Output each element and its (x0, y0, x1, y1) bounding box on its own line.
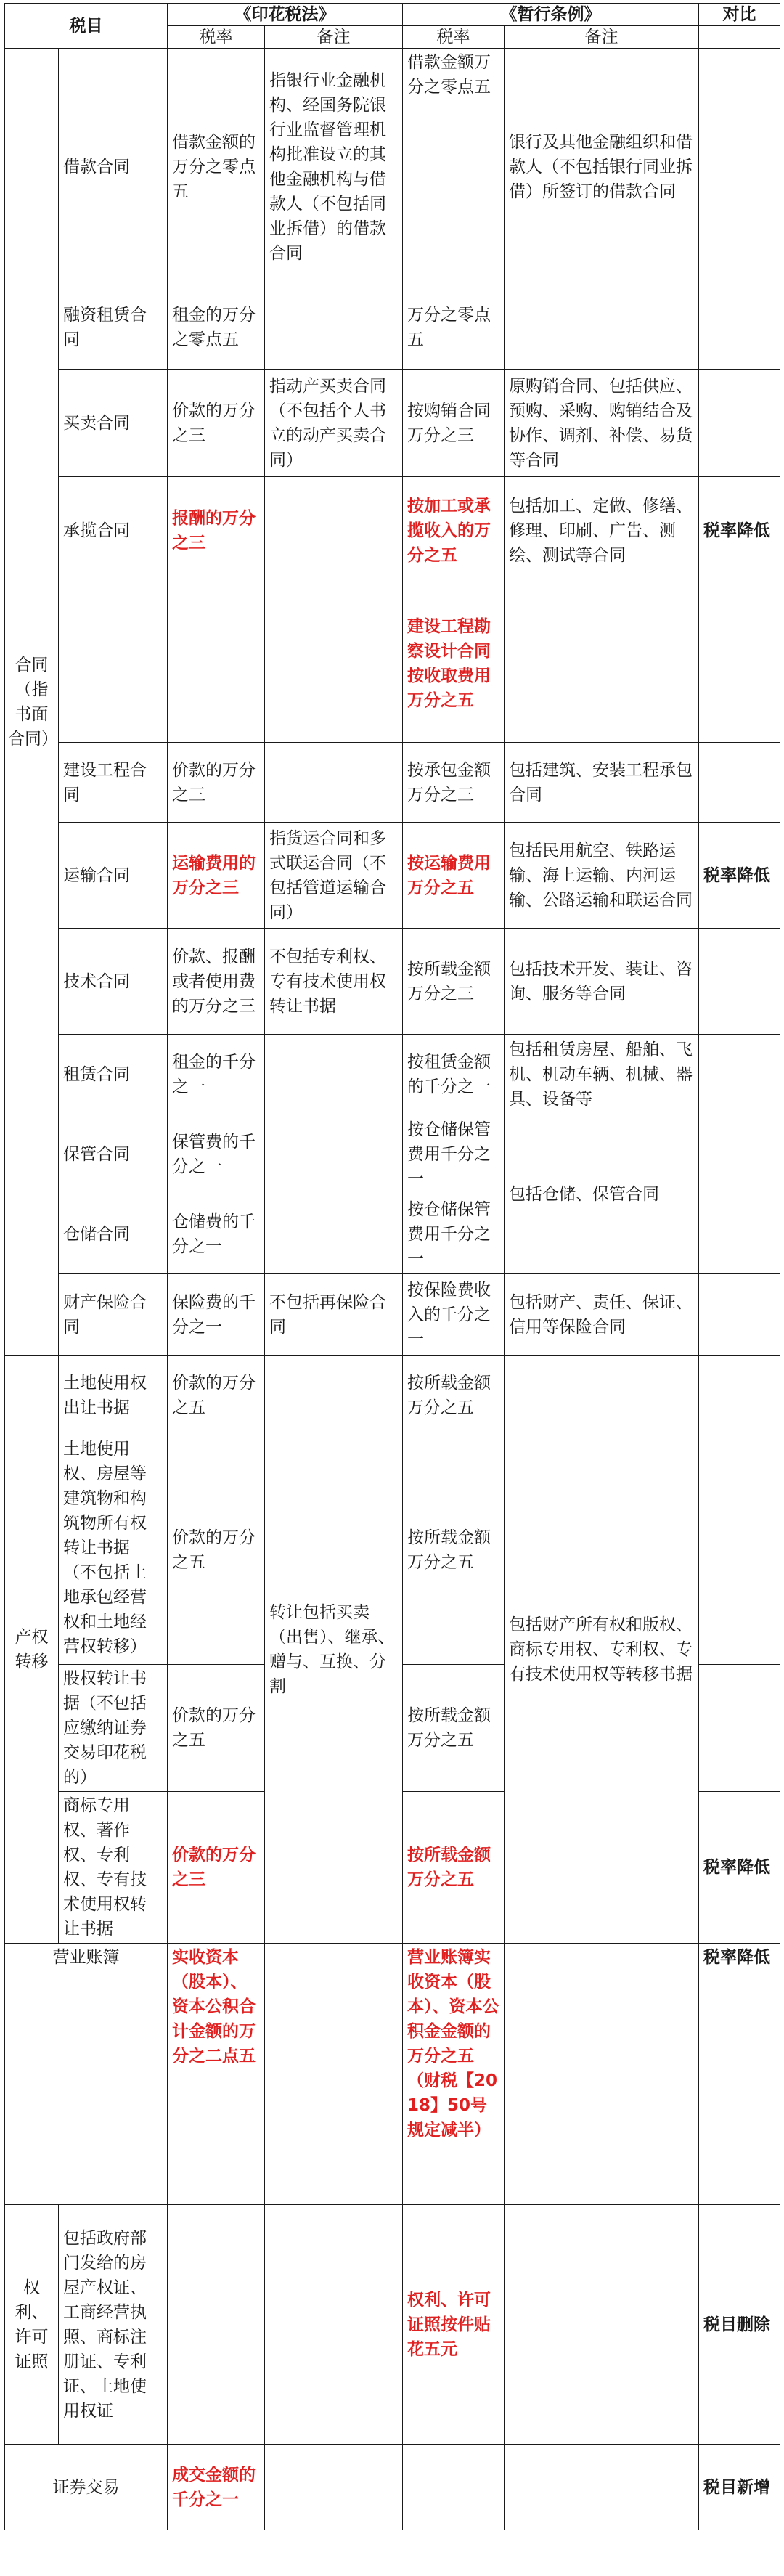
reg-note: 包括技术开发、装让、咨询、服务等合同 (505, 929, 699, 1035)
compare (699, 1194, 780, 1274)
compare (699, 1035, 780, 1114)
reg-rate: 权利、许可证照按件贴花五元 (403, 2205, 505, 2445)
reg-note: 原购销合同、包括供应、预购、采购、购销结合及协作、调剂、补偿、易货等合同 (505, 370, 699, 477)
compare (699, 1274, 780, 1356)
table-row (5, 1035, 780, 1114)
category-contract: 合同（指书面合同） (5, 49, 59, 1356)
category-securities: 证券交易 (5, 2445, 168, 2530)
table-row (5, 477, 780, 584)
law-note (265, 2205, 403, 2445)
compare (699, 49, 780, 285)
row-name: 建设工程合同 (59, 743, 168, 823)
law-rate: 借款金额的万分之零点五 (168, 49, 265, 285)
row-name: 包括政府部门发给的房屋产权证、工商经营执照、商标注册证、专利证、土地使用权证 (59, 2205, 168, 2445)
law-rate: 价款的万分之五 (168, 1435, 265, 1665)
reg-rate: 按加工或承揽收入的万分之五 (403, 477, 505, 584)
row-name: 运输合同 (59, 823, 168, 929)
law-note (265, 477, 403, 584)
row-name: 土地使用权、房屋等建筑物和构筑物所有权转让书据（不包括土地承包经营权和土地经营权转移） (59, 1435, 168, 1665)
row-name: 借款合同 (59, 49, 168, 285)
row-name: 保管合同 (59, 1114, 168, 1194)
category-property: 产权转移 (5, 1356, 59, 1944)
table-row (5, 2445, 780, 2530)
law-note (265, 584, 403, 743)
table-row (5, 285, 780, 370)
reg-rate (403, 2445, 505, 2530)
law-rate: 价款的万分之三 (168, 743, 265, 823)
compare (699, 370, 780, 477)
reg-rate: 按保险费收入的千分之一 (403, 1274, 505, 1356)
reg-rate: 按租赁金额的千分之一 (403, 1035, 505, 1114)
compare (699, 1665, 780, 1792)
law-note: 指银行业金融机构、经国务院银行业监督管理机构批准设立的其他金融机构与借款人（不包括同业拆借）的借款合同 (265, 49, 403, 285)
compare: 税率降低 (699, 477, 780, 584)
law-note: 指货运合同和多式联运合同（不包括管道运输合同） (265, 823, 403, 929)
compare: 税率降低 (699, 1792, 780, 1944)
compare (699, 929, 780, 1035)
table-row (5, 1944, 780, 2205)
law-note (265, 1194, 403, 1274)
law-rate: 保险费的千分之一 (168, 1274, 265, 1356)
row-name: 仓储合同 (59, 1194, 168, 1274)
compare (699, 1435, 780, 1665)
reg-note-storage: 包括仓储、保管合同 (505, 1114, 699, 1274)
law-rate: 价款的万分之三 (168, 1792, 265, 1944)
law-rate: 租金的万分之零点五 (168, 285, 265, 370)
law-note (265, 1944, 403, 2205)
header-compare: 对比 (699, 4, 780, 26)
reg-note: 包括加工、定做、修缮、修理、印刷、广告、测绘、测试等合同 (505, 477, 699, 584)
reg-rate: 万分之零点五 (403, 285, 505, 370)
law-rate: 保管费的千分之一 (168, 1114, 265, 1194)
row-name: 买卖合同 (59, 370, 168, 477)
reg-note (505, 2205, 699, 2445)
table-row (5, 1274, 780, 1356)
table-row (5, 49, 780, 285)
header-compare-blank (699, 26, 780, 49)
header-law-rate: 税率 (168, 26, 265, 49)
law-note (265, 1114, 403, 1194)
table-row (5, 584, 780, 743)
law-note: 不包括专利权、专有技术使用权转让书据 (265, 929, 403, 1035)
reg-rate: 按购销合同万分之三 (403, 370, 505, 477)
header-law: 《印花税法》 (168, 4, 403, 26)
law-note: 指动产买卖合同（不包括个人书立的动产买卖合同） (265, 370, 403, 477)
reg-rate: 建设工程勘察设计合同按收取费用万分之五 (403, 584, 505, 743)
compare: 税率降低 (699, 823, 780, 929)
law-rate: 仓储费的千分之一 (168, 1194, 265, 1274)
law-note: 不包括再保险合同 (265, 1274, 403, 1356)
compare (699, 584, 780, 743)
header-law-remark: 备注 (265, 26, 403, 49)
law-rate: 价款的万分之五 (168, 1356, 265, 1435)
law-rate (168, 2205, 265, 2445)
category-ledger: 营业账簿 (5, 1944, 168, 2205)
reg-note (505, 1944, 699, 2205)
compare: 税目新增 (699, 2445, 780, 2530)
row-name: 承揽合同 (59, 477, 168, 584)
stamp-tax-comparison-table (4, 3, 780, 2530)
law-rate: 价款、报酬或者使用费的万分之三 (168, 929, 265, 1035)
header-regulation: 《暂行条例》 (403, 4, 699, 26)
row-name: 财产保险合同 (59, 1274, 168, 1356)
row-name: 租赁合同 (59, 1035, 168, 1114)
reg-rate: 按所载金额万分之五 (403, 1665, 505, 1792)
law-rate: 成交金额的千分之一 (168, 2445, 265, 2530)
law-note (265, 285, 403, 370)
reg-rate: 营业账簿实收资本（股本）、资本公积金金额的万分之五（财税【2018】50号规定减半） (403, 1944, 505, 2205)
compare: 税目删除 (699, 2205, 780, 2445)
reg-rate: 按仓储保管费用千分之一 (403, 1194, 505, 1274)
reg-rate: 按运输费用万分之五 (403, 823, 505, 929)
row-name: 技术合同 (59, 929, 168, 1035)
row-name: 融资租赁合同 (59, 285, 168, 370)
reg-note: 包括财产、责任、保证、信用等保险合同 (505, 1274, 699, 1356)
reg-rate: 按承包金额万分之三 (403, 743, 505, 823)
header-reg-rate: 税率 (403, 26, 505, 49)
row-name (59, 584, 168, 743)
reg-note (505, 2445, 699, 2530)
reg-rate: 按所载金额万分之五 (403, 1435, 505, 1665)
reg-rate: 按所载金额万分之五 (403, 1356, 505, 1435)
table-row (5, 743, 780, 823)
reg-note (505, 285, 699, 370)
law-rate: 价款的万分之五 (168, 1665, 265, 1792)
law-rate: 运输费用的万分之三 (168, 823, 265, 929)
header-reg-remark: 备注 (505, 26, 699, 49)
law-note (265, 743, 403, 823)
law-note-property: 转让包括买卖（出售）、继承、赠与、互换、分割 (265, 1356, 403, 1944)
law-rate: 报酬的万分之三 (168, 477, 265, 584)
compare (699, 285, 780, 370)
reg-note: 包括建筑、安装工程承包合同 (505, 743, 699, 823)
reg-rate: 按仓储保管费用千分之一 (403, 1114, 505, 1194)
reg-note (505, 584, 699, 743)
reg-rate: 按所载金额万分之五 (403, 1792, 505, 1944)
header-item: 税目 (5, 4, 168, 49)
table-row (5, 823, 780, 929)
reg-note: 包括租赁房屋、船舶、飞机、机动车辆、机械、器具、设备等 (505, 1035, 699, 1114)
category-license: 权利、许可证照 (5, 2205, 59, 2445)
compare (699, 743, 780, 823)
law-rate: 实收资本（股本）、资本公积合计金额的万分之二点五 (168, 1944, 265, 2205)
law-rate: 租金的千分之一 (168, 1035, 265, 1114)
reg-rate: 按所载金额万分之三 (403, 929, 505, 1035)
row-name: 商标专用权、著作权、专利权、专有技术使用权转让书据 (59, 1792, 168, 1944)
table-row (5, 2205, 780, 2445)
table-row (5, 1356, 780, 1435)
row-name: 土地使用权出让书据 (59, 1356, 168, 1435)
law-rate (168, 584, 265, 743)
law-note (265, 2445, 403, 2530)
law-rate: 价款的万分之三 (168, 370, 265, 477)
table-row (5, 1114, 780, 1194)
law-note (265, 1035, 403, 1114)
compare (699, 1356, 780, 1435)
reg-rate: 借款金额万分之零点五 (403, 49, 505, 285)
header-row (5, 4, 780, 26)
reg-note: 银行及其他金融组织和借款人（不包括银行同业拆借）所签订的借款合同 (505, 49, 699, 285)
table-row (5, 929, 780, 1035)
reg-note: 包括民用航空、铁路运输、海上运输、内河运输、公路运输和联运合同 (505, 823, 699, 929)
reg-note-property: 包括财产所有权和版权、商标专用权、专利权、专有技术使用权等转移书据 (505, 1356, 699, 1944)
table-row (5, 370, 780, 477)
compare (699, 1114, 780, 1194)
compare: 税率降低 (699, 1944, 780, 2205)
row-name: 股权转让书据（不包括应缴纳证券交易印花税的） (59, 1665, 168, 1792)
